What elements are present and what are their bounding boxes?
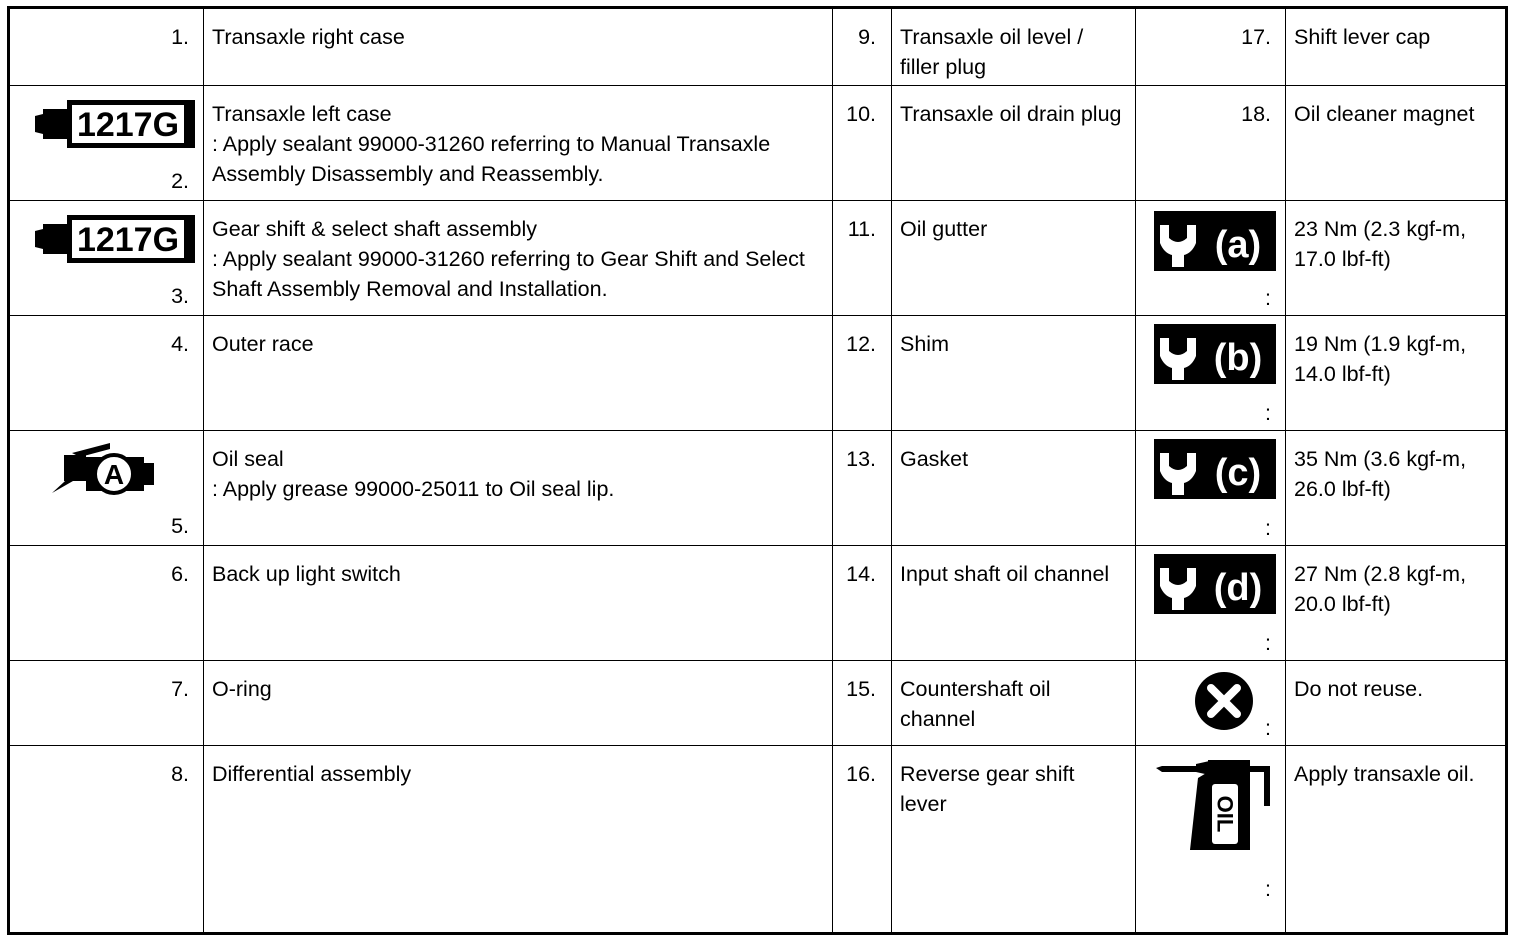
oil-can-cell (1136, 746, 1286, 934)
item-number: 17. (1136, 8, 1286, 86)
torque-value: 35 Nm (3.6 kgf-m, 26.0 lbf-ft) (1286, 431, 1507, 546)
oil-can-icon (1156, 758, 1276, 858)
do-not-reuse-icon (1193, 670, 1255, 732)
torque-cell (1136, 316, 1286, 431)
table-row (9, 86, 1507, 201)
item-number: 3. (171, 284, 189, 308)
item-name: Outer race (204, 316, 833, 431)
item-number: : (1265, 286, 1271, 310)
item-number: 9. (833, 8, 892, 86)
item-number: 14. (833, 546, 892, 661)
sealant-tube-icon (35, 209, 195, 271)
item-number: 7. (9, 661, 204, 746)
oil-label: OIL (1212, 795, 1238, 833)
table-row (9, 201, 1507, 316)
torque-label: (a) (1214, 224, 1262, 266)
item-name: Gasket (892, 431, 1136, 546)
table-row (9, 316, 1507, 431)
torque-value: 23 Nm (2.3 kgf-m, 17.0 lbf-ft) (1286, 201, 1507, 316)
torque-label: (d) (1213, 567, 1263, 609)
item-description (204, 86, 833, 201)
item-name: Countershaft oil channel (892, 661, 1136, 746)
item-description (204, 431, 833, 546)
item-name: Gear shift & select shaft assembly (212, 217, 538, 241)
item-number: 6. (9, 546, 204, 661)
item-name: Oil gutter (892, 201, 1136, 316)
item-number: : (1265, 716, 1271, 740)
item-number: : (1265, 401, 1271, 425)
table-row (9, 546, 1507, 661)
item-name: Reverse gear shift lever (892, 746, 1136, 934)
torque-wrench-icon (1154, 211, 1276, 271)
item-name: Oil seal (212, 447, 284, 471)
torque-value: 19 Nm (1.9 kgf-m, 14.0 lbf-ft) (1286, 316, 1507, 431)
sealant-tube-icon (35, 94, 195, 156)
item-name: Apply transaxle oil. (1286, 746, 1507, 934)
table-row (9, 661, 1507, 746)
table-row (9, 746, 1507, 934)
no-reuse-cell (1136, 661, 1286, 746)
item-name: Shift lever cap (1286, 8, 1507, 86)
item-number: 1. (9, 8, 204, 86)
item-description (204, 201, 833, 316)
sealant-cell (9, 86, 204, 201)
item-name: Back up light switch (204, 546, 833, 661)
sealant-code: 1217G (76, 221, 180, 259)
item-number: 15. (833, 661, 892, 746)
item-name: Transaxle oil drain plug (892, 86, 1136, 201)
item-name: O-ring (204, 661, 833, 746)
torque-wrench-icon (1154, 324, 1276, 384)
item-name: Differential assembly (204, 746, 833, 934)
item-number: 8. (9, 746, 204, 934)
parts-legend-table (7, 6, 1508, 935)
item-number: 4. (9, 316, 204, 431)
item-name: Transaxle right case (204, 8, 833, 86)
item-number: : (1265, 631, 1271, 655)
item-number: : (1265, 877, 1271, 901)
item-note: : Apply sealant 99000-31260 referring to Manual Transaxle Assembly Disassembly and Reassembly. (212, 132, 771, 186)
item-name: Input shaft oil channel (892, 546, 1136, 661)
item-note: : Apply grease 99000-25011 to Oil seal lip. (212, 477, 615, 501)
item-number: 18. (1136, 86, 1286, 201)
table-row (9, 8, 1507, 86)
item-name: Do not reuse. (1286, 661, 1507, 746)
torque-label: (b) (1213, 337, 1263, 379)
item-number: 2. (171, 169, 189, 193)
sealant-cell (9, 201, 204, 316)
grease-code: A (103, 459, 125, 490)
item-number: 13. (833, 431, 892, 546)
item-number: 5. (171, 514, 189, 538)
torque-cell (1136, 431, 1286, 546)
torque-cell (1136, 201, 1286, 316)
item-name: Transaxle left case (212, 102, 392, 126)
torque-cell (1136, 546, 1286, 661)
item-number: 11. (833, 201, 892, 316)
item-number: : (1265, 516, 1271, 540)
item-number: 10. (833, 86, 892, 201)
grease-cell (9, 431, 204, 546)
item-name: Shim (892, 316, 1136, 431)
item-number: 12. (833, 316, 892, 431)
torque-wrench-icon (1154, 439, 1276, 499)
item-note: : Apply sealant 99000-31260 referring to Gear Shift and Select Shaft Assembly Removal and Installation. (212, 247, 805, 301)
torque-value: 27 Nm (2.8 kgf-m, 20.0 lbf-ft) (1286, 546, 1507, 661)
grease-gun-icon (50, 437, 160, 503)
item-number: 16. (833, 746, 892, 934)
torque-label: (c) (1214, 452, 1262, 494)
item-name: Transaxle oil level / filler plug (892, 8, 1136, 86)
torque-wrench-icon (1154, 554, 1276, 614)
item-name: Oil cleaner magnet (1286, 86, 1507, 201)
sealant-code: 1217G (76, 106, 180, 144)
table-row (9, 431, 1507, 546)
